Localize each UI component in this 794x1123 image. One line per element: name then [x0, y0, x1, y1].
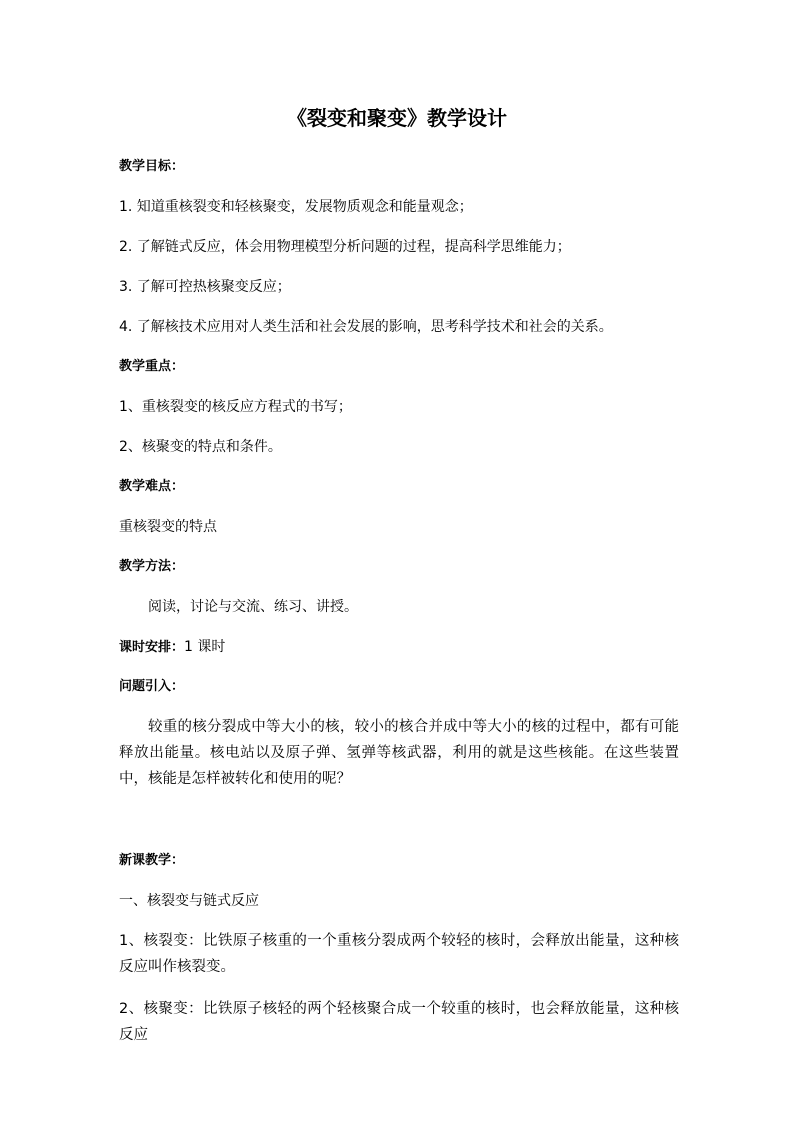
- key-point-item-2: 2、核聚变的特点和条件。: [119, 439, 282, 455]
- new-lesson-heading: 新课教学：: [119, 853, 185, 868]
- document-title: 《裂变和聚变》教学设计: [287, 106, 507, 130]
- key-points-heading: 教学重点：: [119, 359, 185, 374]
- objective-item-1: 1. 知道重核裂变和轻核聚变，发展物质观念和能量观念；: [119, 199, 473, 215]
- objective-item-3: 3. 了解可控热核聚变反应；: [119, 279, 291, 295]
- objective-item-2: 2. 了解链式反应，体会用物理模型分析问题的过程，提高科学思维能力；: [119, 239, 571, 255]
- methods-heading: 教学方法：: [119, 559, 185, 574]
- schedule-value: 1 课时: [184, 639, 226, 655]
- difficulty-text: 重核裂变的特点: [119, 519, 217, 535]
- intro-paragraph: 较重的核分裂成中等大小的核，较小的核合并成中等大小的核的过程中，都有可能释放出能量。核电站以及原子弹、氢弹等核武器，利用的就是这些核能。在这些装置中，核能是怎样被转化和使用的呢？: [119, 719, 679, 787]
- intro-heading: 问题引入：: [119, 679, 185, 694]
- schedule-line: [119, 637, 679, 658]
- key-point-item-1: 1、重核裂变的核反应方程式的书写；: [119, 399, 352, 415]
- difficulty-heading: 教学难点：: [119, 479, 185, 494]
- new-lesson-item-1: 1、核裂变：比铁原子核重的一个重核分裂成两个较轻的核时，会释放出能量，这种核反应叫作核裂变。: [119, 933, 679, 975]
- methods-text: 阅读，讨论与交流、练习、讲授。: [148, 599, 358, 615]
- objective-item-4: 4. 了解核技术应用对人类生活和社会发展的影响，思考科学技术和社会的关系。: [119, 319, 613, 335]
- schedule-label: 课时安排：: [119, 640, 185, 655]
- objectives-heading: 教学目标：: [119, 159, 185, 174]
- section-1-heading: 一、核裂变与链式反应: [119, 893, 259, 909]
- new-lesson-item-2: 2、核聚变：比铁原子核轻的两个轻核聚合成一个较重的核时，也会释放能量，这种核反应: [119, 1001, 679, 1043]
